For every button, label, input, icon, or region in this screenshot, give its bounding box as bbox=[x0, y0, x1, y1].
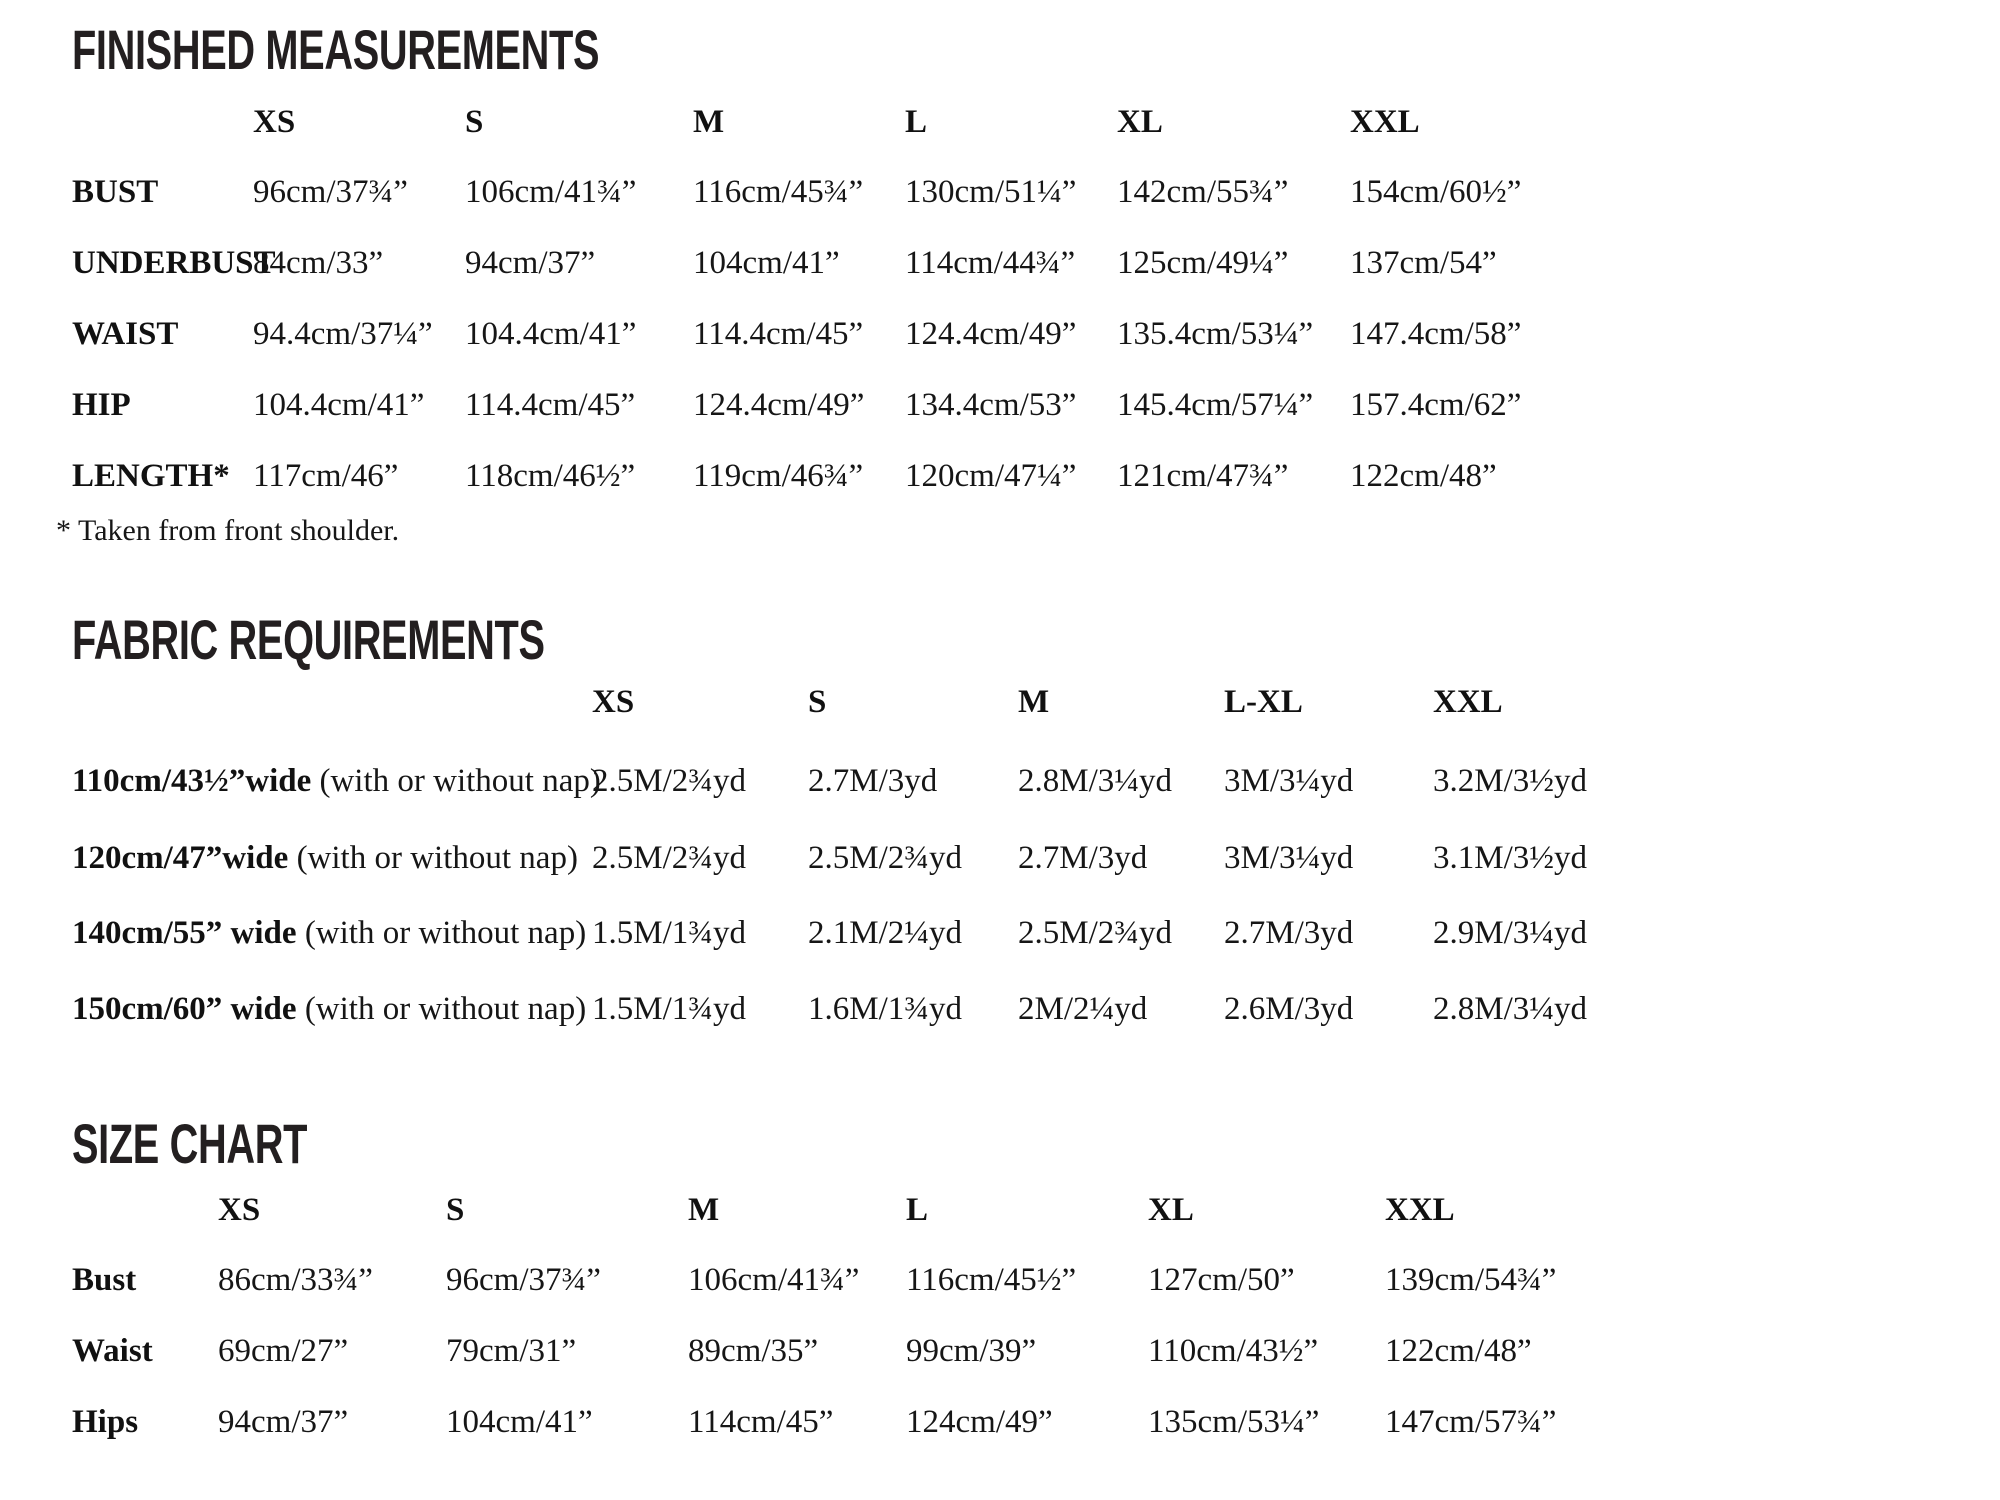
column-header-l: L bbox=[906, 1192, 929, 1228]
row-label: Bust bbox=[72, 1262, 137, 1298]
fabric-nap-note: (with or without nap) bbox=[296, 915, 587, 951]
cell-value: 106cm/41¾” bbox=[465, 174, 637, 210]
cell-value: 2.7M/3yd bbox=[1018, 840, 1148, 876]
cell-value: 125cm/49¼” bbox=[1117, 245, 1289, 281]
cell-value: 104cm/41” bbox=[693, 245, 840, 281]
column-header-l-xl: L-XL bbox=[1224, 684, 1303, 720]
cell-value: 134.4cm/53” bbox=[905, 387, 1077, 423]
cell-value: 135cm/53¼” bbox=[1148, 1404, 1320, 1440]
cell-value: 94cm/37” bbox=[218, 1404, 349, 1440]
fabric-width-label: 140cm/55” wide bbox=[72, 915, 297, 951]
cell-value: 114cm/44¾” bbox=[905, 245, 1076, 281]
cell-value: 3M/3¼yd bbox=[1224, 840, 1354, 876]
cell-value: 137cm/54” bbox=[1350, 245, 1497, 281]
column-header-xs: XS bbox=[218, 1192, 261, 1228]
row-label: Waist bbox=[72, 1333, 153, 1369]
finished-measurements-title: FINISHED MEASUREMENTS bbox=[72, 18, 600, 81]
column-header-s: S bbox=[465, 104, 484, 140]
fabric-nap-note: (with or without nap) bbox=[311, 763, 601, 799]
fabric-width-label: 150cm/60” wide bbox=[72, 991, 297, 1027]
cell-value: 2.9M/3¼yd bbox=[1433, 915, 1588, 951]
cell-value: 139cm/54¾” bbox=[1385, 1262, 1557, 1298]
cell-value: 89cm/35” bbox=[688, 1333, 819, 1369]
row-label bbox=[72, 915, 586, 951]
cell-value: 117cm/46” bbox=[253, 458, 399, 494]
cell-value: 2.8M/3¼yd bbox=[1433, 991, 1588, 1027]
cell-value: 130cm/51¼” bbox=[905, 174, 1077, 210]
cell-value: 94.4cm/37¼” bbox=[253, 316, 433, 352]
row-label: Hips bbox=[72, 1404, 139, 1440]
column-header-xl: XL bbox=[1117, 104, 1163, 140]
cell-value: 3M/3¼yd bbox=[1224, 763, 1354, 799]
column-header-m: M bbox=[688, 1192, 720, 1228]
cell-value: 116cm/45¾” bbox=[693, 174, 864, 210]
column-header-xxl: XXL bbox=[1433, 684, 1503, 720]
row-label: UNDERBUST bbox=[72, 245, 276, 281]
cell-value: 114.4cm/45” bbox=[465, 387, 636, 423]
cell-value: 147.4cm/58” bbox=[1350, 316, 1522, 352]
cell-value: 120cm/47¼” bbox=[905, 458, 1077, 494]
row-label bbox=[72, 840, 578, 876]
cell-value: 1.6M/1¾yd bbox=[808, 991, 963, 1027]
cell-value: 2.5M/2¾yd bbox=[592, 763, 747, 799]
column-header-xl: XL bbox=[1148, 1192, 1194, 1228]
cell-value: 142cm/55¾” bbox=[1117, 174, 1289, 210]
row-label: WAIST bbox=[72, 316, 179, 352]
cell-value: 104.4cm/41” bbox=[465, 316, 637, 352]
cell-value: 122cm/48” bbox=[1350, 458, 1497, 494]
cell-value: 127cm/50” bbox=[1148, 1262, 1295, 1298]
cell-value: 119cm/46¾” bbox=[693, 458, 864, 494]
cell-value: 124.4cm/49” bbox=[905, 316, 1077, 352]
length-footnote: * Taken from front shoulder. bbox=[56, 514, 400, 547]
cell-value: 124.4cm/49” bbox=[693, 387, 865, 423]
fabric-width-label: 110cm/43½”wide bbox=[72, 763, 312, 799]
cell-value: 96cm/37¾” bbox=[253, 174, 408, 210]
cell-value: 1.5M/1¾yd bbox=[592, 991, 747, 1027]
fabric-requirements-title: FABRIC REQUIREMENTS bbox=[72, 608, 545, 671]
cell-value: 157.4cm/62” bbox=[1350, 387, 1522, 423]
cell-value: 2.7M/3yd bbox=[1224, 915, 1354, 951]
cell-value: 3.1M/3½yd bbox=[1433, 840, 1588, 876]
cell-value: 1.5M/1¾yd bbox=[592, 915, 747, 951]
fabric-width-label: 120cm/47”wide bbox=[72, 840, 289, 876]
cell-value: 154cm/60½” bbox=[1350, 174, 1522, 210]
cell-value: 124cm/49” bbox=[906, 1404, 1053, 1440]
row-label: BUST bbox=[72, 174, 159, 210]
cell-value: 96cm/37¾” bbox=[446, 1262, 601, 1298]
cell-value: 99cm/39” bbox=[906, 1333, 1037, 1369]
cell-value: 2.6M/3yd bbox=[1224, 991, 1354, 1027]
cell-value: 2.8M/3¼yd bbox=[1018, 763, 1173, 799]
cell-value: 86cm/33¾” bbox=[218, 1262, 373, 1298]
fabric-nap-note: (with or without nap) bbox=[296, 991, 587, 1027]
cell-value: 145.4cm/57¼” bbox=[1117, 387, 1314, 423]
fabric-nap-note: (with or without nap) bbox=[288, 840, 578, 876]
cell-value: 69cm/27” bbox=[218, 1333, 349, 1369]
cell-value: 122cm/48” bbox=[1385, 1333, 1532, 1369]
column-header-xxl: XXL bbox=[1350, 104, 1420, 140]
cell-value: 110cm/43½” bbox=[1148, 1333, 1319, 1369]
cell-value: 114cm/45” bbox=[688, 1404, 834, 1440]
cell-value: 135.4cm/53¼” bbox=[1117, 316, 1314, 352]
column-header-xs: XS bbox=[592, 684, 635, 720]
cell-value: 2.5M/2¾yd bbox=[1018, 915, 1173, 951]
row-label: HIP bbox=[72, 387, 131, 423]
cell-value: 114.4cm/45” bbox=[693, 316, 864, 352]
row-label: LENGTH* bbox=[72, 458, 230, 494]
cell-value: 79cm/31” bbox=[446, 1333, 577, 1369]
cell-value: 2.5M/2¾yd bbox=[808, 840, 963, 876]
column-header-m: M bbox=[1018, 684, 1050, 720]
column-header-m: M bbox=[693, 104, 725, 140]
column-header-xxl: XXL bbox=[1385, 1192, 1455, 1228]
cell-value: 2M/2¼yd bbox=[1018, 991, 1148, 1027]
cell-value: 116cm/45½” bbox=[906, 1262, 1077, 1298]
cell-value: 106cm/41¾” bbox=[688, 1262, 860, 1298]
cell-value: 3.2M/3½yd bbox=[1433, 763, 1588, 799]
size-chart-title: SIZE CHART bbox=[72, 1112, 308, 1175]
cell-value: 118cm/46½” bbox=[465, 458, 636, 494]
cell-value: 2.1M/2¼yd bbox=[808, 915, 963, 951]
cell-value: 2.7M/3yd bbox=[808, 763, 938, 799]
row-label bbox=[72, 763, 601, 799]
column-header-l: L bbox=[905, 104, 928, 140]
cell-value: 2.5M/2¾yd bbox=[592, 840, 747, 876]
cell-value: 121cm/47¾” bbox=[1117, 458, 1289, 494]
row-label bbox=[72, 991, 586, 1027]
cell-value: 147cm/57¾” bbox=[1385, 1404, 1557, 1440]
cell-value: 104cm/41” bbox=[446, 1404, 593, 1440]
cell-value: 94cm/37” bbox=[465, 245, 596, 281]
column-header-xs: XS bbox=[253, 104, 296, 140]
cell-value: 104.4cm/41” bbox=[253, 387, 425, 423]
column-header-s: S bbox=[446, 1192, 465, 1228]
column-header-s: S bbox=[808, 684, 827, 720]
cell-value: 84cm/33” bbox=[253, 245, 384, 281]
